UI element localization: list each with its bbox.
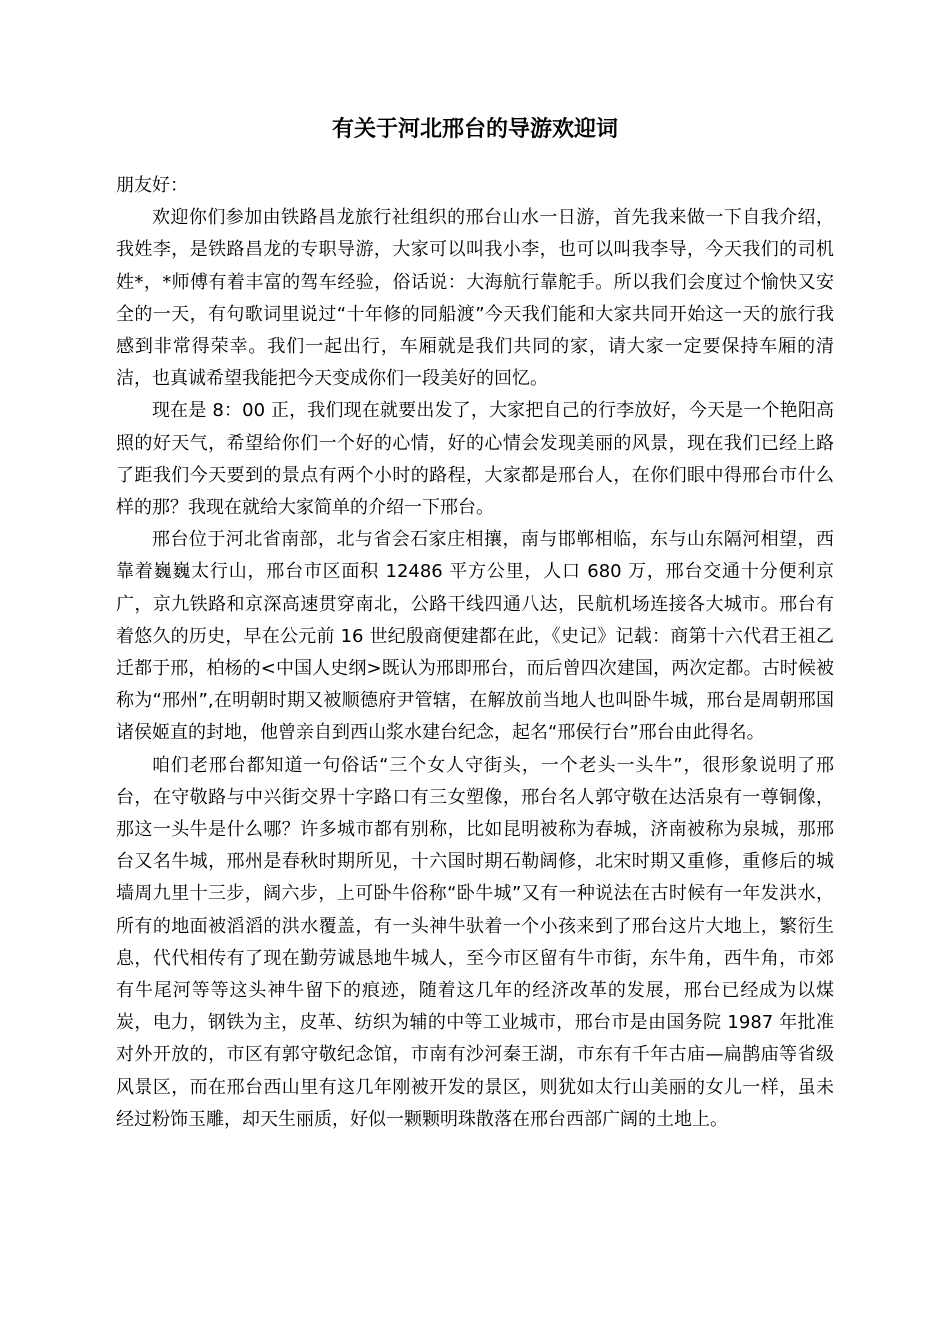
paragraph-xingtai-history: 邢台位于河北省南部，北与省会石家庄相攘，南与邯郸相临，东与山东隔河相望，西靠着巍巍太行山，邢台市区面积 12486 平方公里，人口 680 万，邢台交通十分便利京广，京九铁路和京深高速贯穿南北，公路干线四通八达，民航机场连接各大城市。邢台有着悠久的历史，早在公元前 16 世纪殷商便建都在此，《史记》记载：商第十六代君王祖乙迁都于邢，柏杨的<中国人史纲>既认为邢即邢台，而后曾四次建国，两次定都。古时候被称为“邢州”,在明朝时期又被顺德府尹管辖，在解放前当地人也叫卧牛城，邢台是周朝邢国诸侯姬直的封地，他曾亲自到西山浆水建台纪念，起名“邢侯行台”邢台由此得名。 xyxy=(116,529,834,744)
paragraph-niucheng: 咱们老邢台都知道一句俗话“三个女人守街头，一个老头一头牛”，很形象说明了邢台，在守敬路与中兴街交界十字路口有三女塑像，邢台名人郭守敬在达活泉有一尊铜像，那这一头牛是什么哪？许多城市都有别称，比如昆明被称为春城，济南被称为泉城，那邢台又名牛城，邢州是春秋时期所见，十六国时期石勒阔修，北宋时期又重修，重修后的城墙周九里十三步，阔六步，上可卧牛俗称“卧牛城”又有一种说法在古时候有一年发洪水，所有的地面被滔滔的洪水覆盖，有一头神牛驮着一个小孩来到了邢台这片大地上，繁衍生息，代代相传有了现在勤劳诚恳地牛城人，至今市区留有牛市街，东牛角，西牛角，市郊有牛尾河等等这头神牛留下的痕迹，随着这几年的经济改革的发展，邢台已经成为以煤炭，电力，钢铁为主，皮革、纺织为辅的中等工业城市，邢台市是由国务院 1987 年批准对外开放的，市区有郭守敬纪念馆，市南有沙河秦王湖，市东有千年古庙—扁鹊庙等省级风景区，而在邢台西山里有这几年刚被开发的景区，则犹如太行山美丽的女儿一样，虽未经过粉饰玉雕，却天生丽质，好似一颗颗明珠散落在邢台西部广阔的土地上。 xyxy=(116,754,834,1130)
greeting: 朋友好： xyxy=(116,175,188,196)
paragraph-welcome: 欢迎你们参加由铁路昌龙旅行社组织的邢台山水一日游，首先我来做一下自我介绍，我姓李，是铁路昌龙的专职导游，大家可以叫我小李，也可以叫我李导，今天我们的司机姓*，*师傅有着丰富的驾车经验，俗话说：大海航行靠舵手。所以我们会度过个愉快又安全的一天，有句歌词里说过“十年修的同船渡”今天我们能和大家共同开始这一天的旅行我感到非常得荣幸。我们一起出行，车厢就是我们共同的家，请大家一定要保持车厢的清洁，也真诚希望我能把今天变成你们一段美好的回忆。 xyxy=(116,207,834,390)
document-body xyxy=(116,170,834,1136)
paragraph-departure: 现在是 8：00 正，我们现在就要出发了，大家把自己的行李放好，今天是一个艳阳高照的好天气，希望给你们一个好的心情，好的心情会发现美丽的风景，现在我们已经上路了距我们今天要到的景点有两个小时的路程，大家都是邢台人，在你们眼中得邢台市什么样的那？我现在就给大家简单的介绍一下邢台。 xyxy=(116,400,834,519)
document-title: 有关于河北邢台的导游欢迎词 xyxy=(331,117,618,142)
